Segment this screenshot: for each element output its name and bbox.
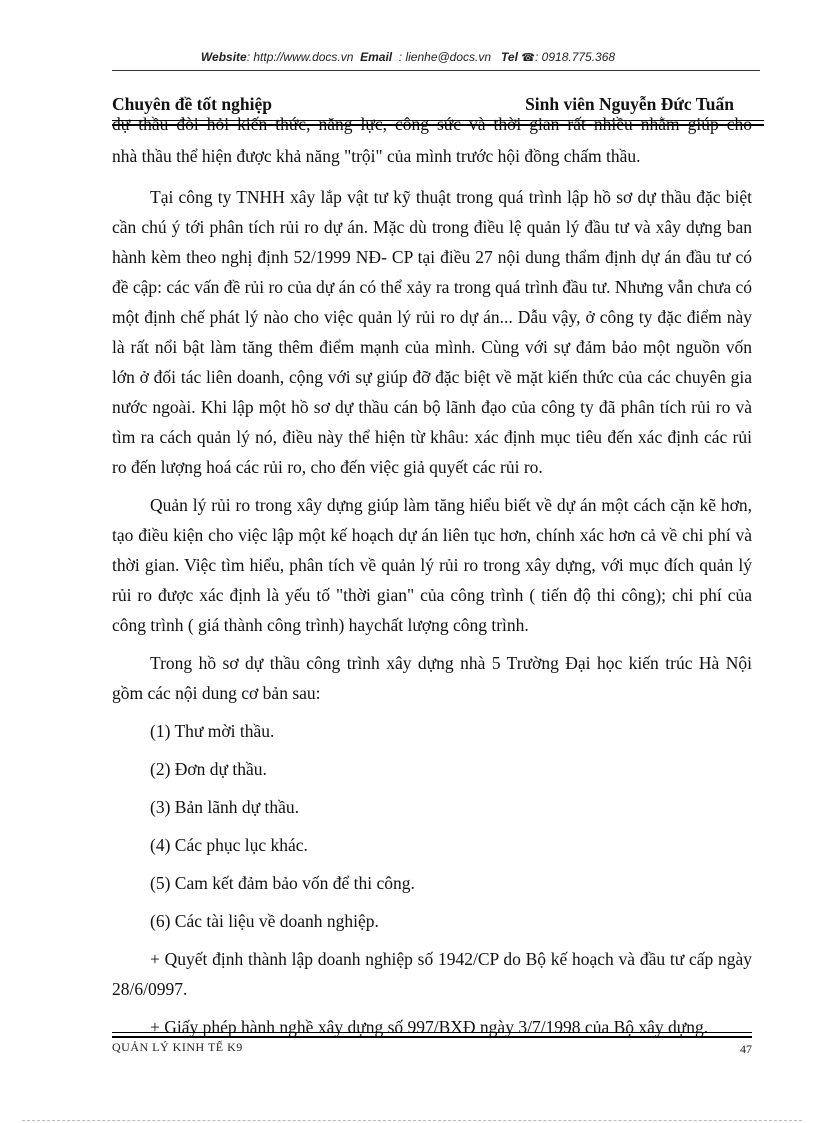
- tel-label: Tel: [501, 50, 518, 64]
- list-item: (5) Cam kết đảm bảo vốn để thi công.: [150, 873, 415, 893]
- email-label: Email: [360, 50, 393, 64]
- plus-item: + Giấy phép hành nghề xây dựng số 997/BXĐ ngày 3/7/1998 của Bộ xây dựng.: [150, 1017, 709, 1037]
- footer-rule-thick: [112, 1036, 752, 1038]
- page-edge-divider: [22, 1120, 802, 1121]
- list-item: (4) Các phục lục khác.: [150, 835, 308, 855]
- paragraph-3: Trong hồ sơ dự thầu công trình xây dựng nhà 5 Trường Đại học kiến trúc Hà Nội gồm các nội dung cơ bản sau:: [112, 653, 752, 703]
- website-label: Website: [200, 50, 247, 64]
- page-number: 47: [740, 1042, 752, 1056]
- paragraph-2: Quản lý rủi ro trong xây dựng giúp làm tăng hiểu biết về dự án một cách cặn kẽ hơn, tạo điều kiện cho việc lập một kế hoạch dự án liên tục hơn, chính xác hơn cả về chi phí và thời gian. Việc tìm hiểu, phân tích về quản lý rủi ro trong xây dựng, với mục đích quản lý rủi ro được xác định là yếu tố "thời gian" của công trình ( tiến độ thi công); chi phí của công trình ( giá thành công trình) haychất lượng công trình.: [112, 495, 752, 635]
- header-rule-thin: [112, 120, 764, 121]
- header-title: Chuyên đề tốt nghiệp: [112, 94, 272, 114]
- website-bar: [0, 50, 816, 64]
- paragraph-0: nhà thầu thể hiện được khả năng "trội" của mình trước hội đồng chấm thầu.: [112, 146, 641, 166]
- paragraph-1: Tại công ty TNHH xây lắp vật tư kỹ thuật trong quá trình lập hồ sơ dự thầu đặc biệt cần chú ý tới phân tích rủi ro dự án. Mặc dù trong điều lệ quản lý đầu tư và xây dựng ban hành kèm theo nghị định 52/1999 NĐ- CP tại điều 27 nội dung thẩm định dự án đầu tư có đề cập: các vấn đề rủi ro của dự án có thể xảy ra trong quá trình đầu tư. Nhưng vẫn chưa có một định chế phát lý nào cho việc quản lý rủi ro dự án... Dẫu vậy, ở công ty đặc điểm này là rất nổi bật làm tăng thêm điểm mạnh của mình. Cùng với sự đảm bảo một nguồn vốn lớn ở đối tác liên doanh, cộng với sự giúp đỡ đặc biệt về mặt kiến thức của các chuyên gia nước ngoài. Khi lập một hồ sơ dự thầu cán bộ lãnh đạo của công ty đã phân tích rủi ro và tìm ra cách quản lý nó, điều này thể hiện từ khâu: xác định mục tiêu đến xác định các rủi ro đến lượng hoá các rủi ro, cho đến việc giả quyết các rủi ro.: [112, 187, 752, 477]
- clipped-text-line: [112, 112, 752, 140]
- phone-icon: ☎: [521, 52, 535, 64]
- clipped-text: dự thầu đòi hỏi kiến thức, năng lực, công sức và thời gian rất nhiều nhằm giúp cho: [112, 114, 752, 134]
- list-item: (3) Bản lãnh dự thầu.: [150, 797, 299, 817]
- plus-item: + Quyết định thành lập doanh nghiệp số 1942/CP do Bộ kế hoạch và đầu tư cấp ngày 28/6/0997.: [112, 949, 752, 999]
- list-item: (6) Các tài liệu về doanh nghiệp.: [150, 911, 379, 931]
- tel-value: : 0918.775.368: [535, 50, 616, 64]
- list-item: (2) Đơn dự thầu.: [150, 759, 267, 779]
- document-body: [112, 141, 752, 1050]
- list-item: (1) Thư mời thầu.: [150, 721, 275, 741]
- website-value[interactable]: : http://www.docs.vn: [246, 50, 354, 64]
- email-value[interactable]: : lienhe@docs.vn: [398, 50, 492, 64]
- footer-title: QUẢN LÝ KINH TẾ K9: [112, 1040, 243, 1054]
- footer-rule-thin: [112, 1032, 752, 1033]
- website-underline: [112, 70, 760, 71]
- header-author: Sinh viên Nguyễn Đức Tuấn: [525, 94, 734, 114]
- header-rule-thick: [112, 124, 764, 126]
